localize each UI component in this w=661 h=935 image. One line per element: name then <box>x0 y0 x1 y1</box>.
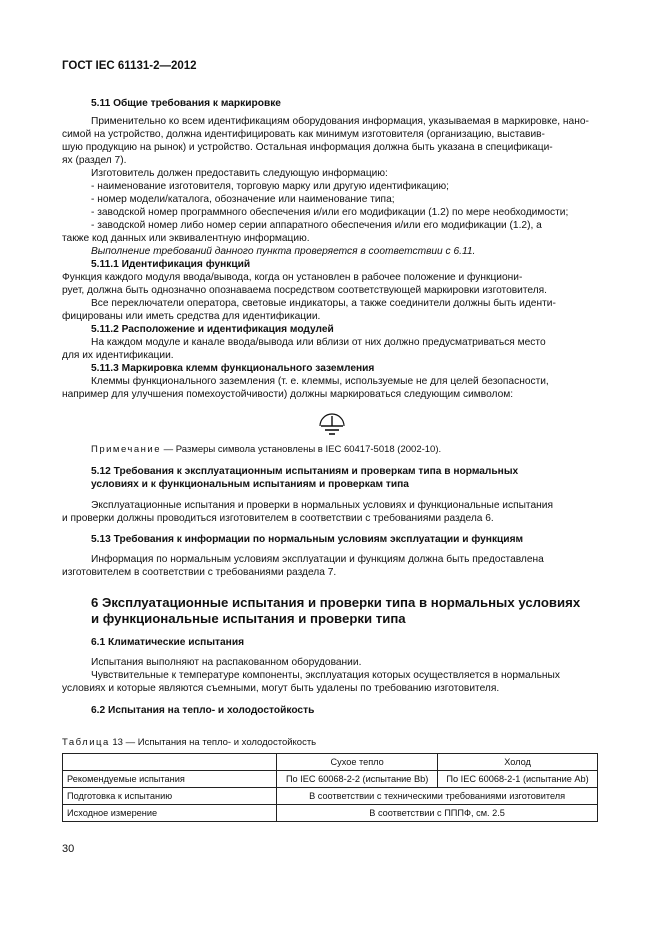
section-5-11-heading: 5.11 Общие требования к маркировке <box>91 98 281 109</box>
paragraph-line: условиях и которые являются съемными, могут быть удалены по требованию изготовителя. <box>62 683 500 694</box>
list-item: также код данных или эквивалентную информацию. <box>62 233 310 244</box>
paragraph-line: рует, должна быть однозначно опознаваема посредством соответствующей маркировки изготовителя. <box>62 285 548 296</box>
paragraph-line: Применительно ко всем идентификациям оборудования информация, указываемая в маркировке, нано- <box>91 116 589 127</box>
paragraph-line: Клеммы функционального заземления (т. е. клеммы, используемые не для целей безопасности, <box>91 376 549 387</box>
table-13 <box>62 753 598 822</box>
list-item: - заводской номер либо номер серии аппаратного обеспечения и/или его модификации (1.2), а <box>91 220 542 231</box>
section-5-13-heading: 5.13 Требования к информации по нормальным условиям эксплуатации и функциям <box>91 534 524 545</box>
section-5-12-heading: 5.12 Требования к эксплуатационным испытаниям и проверкам типа в нормальных <box>91 466 519 477</box>
table-header-row <box>63 754 598 771</box>
verification-note: Выполнение требований данного пункта проверяется в соответствии с 6.11. <box>91 246 476 257</box>
paragraph-line: ях (раздел 7). <box>62 155 127 166</box>
table-row <box>63 771 598 788</box>
table-cell-merged: В соответствии с ПППФ, см. 2.5 <box>277 805 598 822</box>
table-row-label: Рекомендуемые испытания <box>63 771 277 788</box>
paragraph-line: Чувствительные к температуре компоненты, эксплуатация которых осуществляется в нормальных <box>91 670 560 681</box>
symbol-note <box>91 444 441 455</box>
document-header: ГОСТ IEC 61131-2—2012 <box>62 60 197 72</box>
table-cell: По IEC 60068-2-1 (испытание Ab) <box>438 771 598 788</box>
table-row-label: Подготовка к испытанию <box>63 788 277 805</box>
functional-earth-icon <box>315 412 349 438</box>
list-item: - номер модели/каталога, обозначение или наименование типа; <box>91 194 395 205</box>
section-5-11-2-heading: 5.11.2 Расположение и идентификация модулей <box>91 324 334 335</box>
section-6-heading-cont: и функциональные испытания и проверки типа <box>91 611 406 626</box>
note-text: — Размеры символа установлены в IEC 60417-5018 (2002-10). <box>161 444 442 455</box>
paragraph-line: изготовителем в соответствии с требованиями раздела 7. <box>62 567 337 578</box>
paragraph-line: Испытания выполняют на распакованном оборудовании. <box>91 657 362 668</box>
paragraph-line: Все переключатели оператора, световые индикаторы, а также соединители должны быть иденти- <box>91 298 556 309</box>
table-cell-merged: В соответствии с техническими требованиями изготовителя <box>277 788 598 805</box>
paragraph-line: шую продукцию на рынок) и устройство. Остальная информация должна быть указана в спецификаци- <box>62 142 553 153</box>
table-row <box>63 805 598 822</box>
paragraph-line: Функция каждого модуля ввода/вывода, когда он установлен в рабочее положение и функциони- <box>62 272 523 283</box>
section-6-1-heading: 6.1 Климатические испытания <box>91 637 245 648</box>
section-5-11-1-heading: 5.11.1 Идентификация функций <box>91 259 251 270</box>
list-item: - наименование изготовителя, торговую марку или другую идентификацию; <box>91 181 449 192</box>
paragraph-line: Эксплуатационные испытания и проверки в нормальных условиях и функциональные испытания <box>91 500 553 511</box>
table-row-label: Исходное измерение <box>63 805 277 822</box>
section-6-2-heading: 6.2 Испытания на тепло- и холодостойкость <box>91 705 315 716</box>
paragraph-line: и проверки должны проводиться изготовителем в соответствии с требованиями раздела 6. <box>62 513 494 524</box>
note-label: Примечание <box>91 444 161 455</box>
paragraph-line: симой на устройство, должна идентифицировать как минимум изготовителя (организацию, выставив- <box>62 129 545 140</box>
paragraph-line: фицированы или иметь средства для идентификации. <box>62 311 321 322</box>
paragraph-line: Изготовитель должен предоставить следующую информацию: <box>91 168 388 179</box>
list-item: - заводской номер программного обеспечения и/или его модификации (1.2) по мере необходимости; <box>91 207 569 218</box>
section-6-heading: 6 Эксплуатационные испытания и проверки типа в нормальных условиях <box>91 595 581 610</box>
section-5-11-3-heading: 5.11.3 Маркировка клемм функционального заземления <box>91 363 375 374</box>
section-5-12-heading-cont: условиях и к функциональным испытаниям и проверкам типа <box>91 479 409 490</box>
page-number: 30 <box>62 843 75 855</box>
table-caption-text: 13 — Испытания на тепло- и холодостойкость <box>109 737 317 748</box>
table-caption-label: Таблица <box>62 737 110 748</box>
paragraph-line: для их идентификации. <box>62 350 174 361</box>
paragraph-line: Информация по нормальным условиям эксплуатации и функциям должна быть предоставлена <box>91 554 544 565</box>
table-header-cell: Холод <box>438 754 598 771</box>
paragraph-line: например для улучшения помехоустойчивости) должны маркироваться следующим символом: <box>62 389 514 400</box>
table-caption <box>62 737 316 748</box>
paragraph-line: На каждом модуле и канале ввода/вывода или вблизи от них должно предусматриваться место <box>91 337 546 348</box>
table-header-cell: Сухое тепло <box>277 754 438 771</box>
table-cell: По IEC 60068-2-2 (испытание Bb) <box>277 771 438 788</box>
table-row <box>63 788 598 805</box>
table-header-empty <box>63 754 277 771</box>
